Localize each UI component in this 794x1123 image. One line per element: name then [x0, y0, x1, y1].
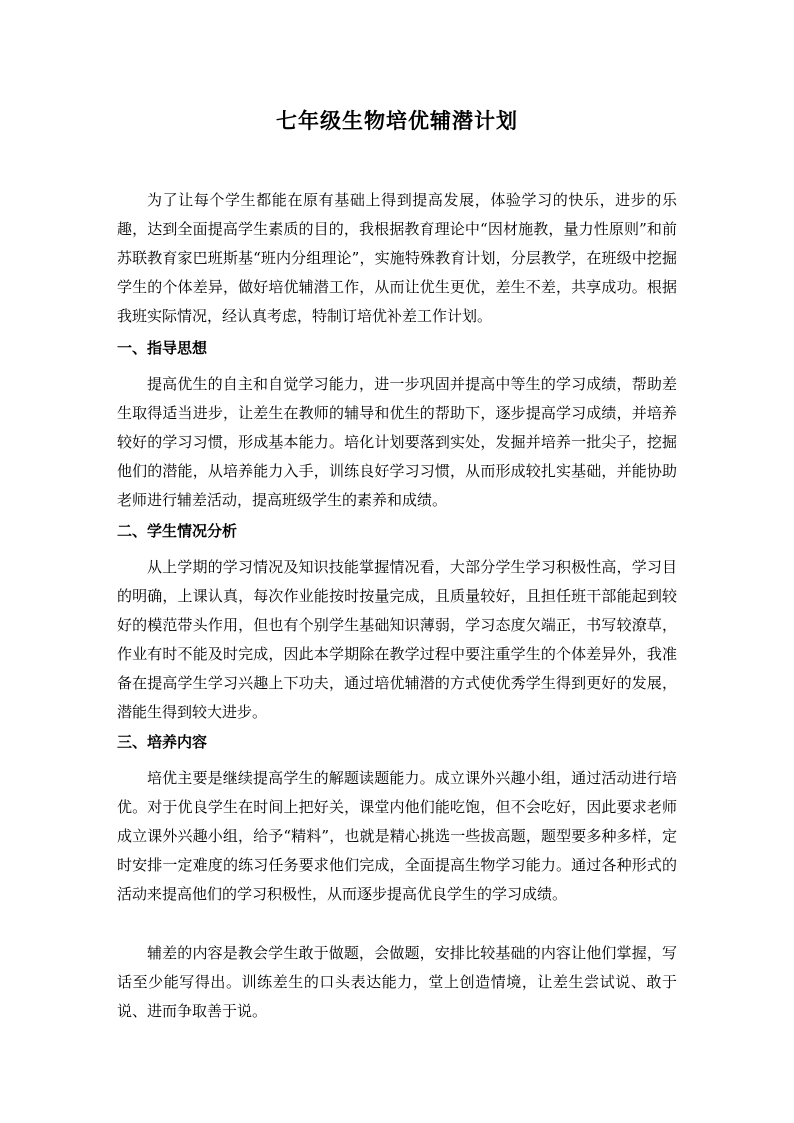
- section-paragraph-training-advanced: 培优主要是继续提高学生的解题读题能力。成立课外兴趣小组，通过活动进行培优。对于优良学生在时间上把好关，课堂内他们能吃饱，但不会吃好，因此要求老师成立课外兴趣小组，给予“精料”，也就是精心挑选一些拔高题，题型要多种多样，定时安排一定难度的练习任务要求他们完成，全面提高生物学习能力。通过各种形式的活动来提高他们的学习积极性，从而逐步提高优良学生的学习成绩。: [117, 769, 677, 903]
- section-heading-training-content: 三、培养内容: [117, 733, 208, 751]
- section-heading-guiding-ideology: 一、指导思想: [117, 339, 208, 357]
- document-title: 七年级生物培优辅潜计划: [276, 109, 518, 133]
- section-paragraph-guiding-ideology: 提高优生的自主和自觉学习能力，进一步巩固并提高中等生的学习成绩，帮助差生取得适当进步，让差生在教师的辅导和优生的帮助下，逐步提高学习成绩，并培养较好的学习习惯，形成基本能力。培化计划要落到实处，发掘并培养一批尖子，挖掘他们的潜能，从培养能力入手，训练良好学习习惯，从而形成较扎实基础，并能协助老师进行辅差活动，提高班级学生的素养和成绩。: [117, 375, 677, 509]
- section-paragraph-student-analysis: 从上学期的学习情况及知识技能掌握情况看，大部分学生学习积极性高，学习目的明确，上课认真，每次作业能按时按量完成，且质量较好，且担任班干部能起到较好的模范带头作用，但也有个别学生基础知识薄弱，学习态度欠端正，书写较潦草，作业有时不能及时完成，因此本学期除在教学过程中要注重学生的个体差异外，我准备在提高学生学习兴趣上下功夫，通过培优辅潜的方式使优秀学生得到更好的发展，潜能生得到较大进步。: [117, 558, 677, 721]
- intro-paragraph: 为了让每个学生都能在原有基础上得到提高发展，体验学习的快乐，进步的乐趣，达到全面提高学生素质的目的，我根据教育理论中“因材施教，量力性原则”和前苏联教育家巴班斯基“班内分组理论”，实施特殊教育计划，分层教学，在班级中挖掘学生的个体差异，做好培优辅潜工作，从而让优生更优，差生不差，共享成功。根据我班实际情况，经认真考虑，特制订培优补差工作计划。: [117, 191, 677, 325]
- section-heading-student-analysis: 二、学生情况分析: [117, 522, 238, 540]
- section-paragraph-training-remedial: 辅差的内容是教会学生敢于做题，会做题，安排比较基础的内容让他们掌握，写话至少能写得出。训练差生的口头表达能力，堂上创造情境，让差生尝试说、敢于说、进而争取善于说。: [117, 944, 677, 1020]
